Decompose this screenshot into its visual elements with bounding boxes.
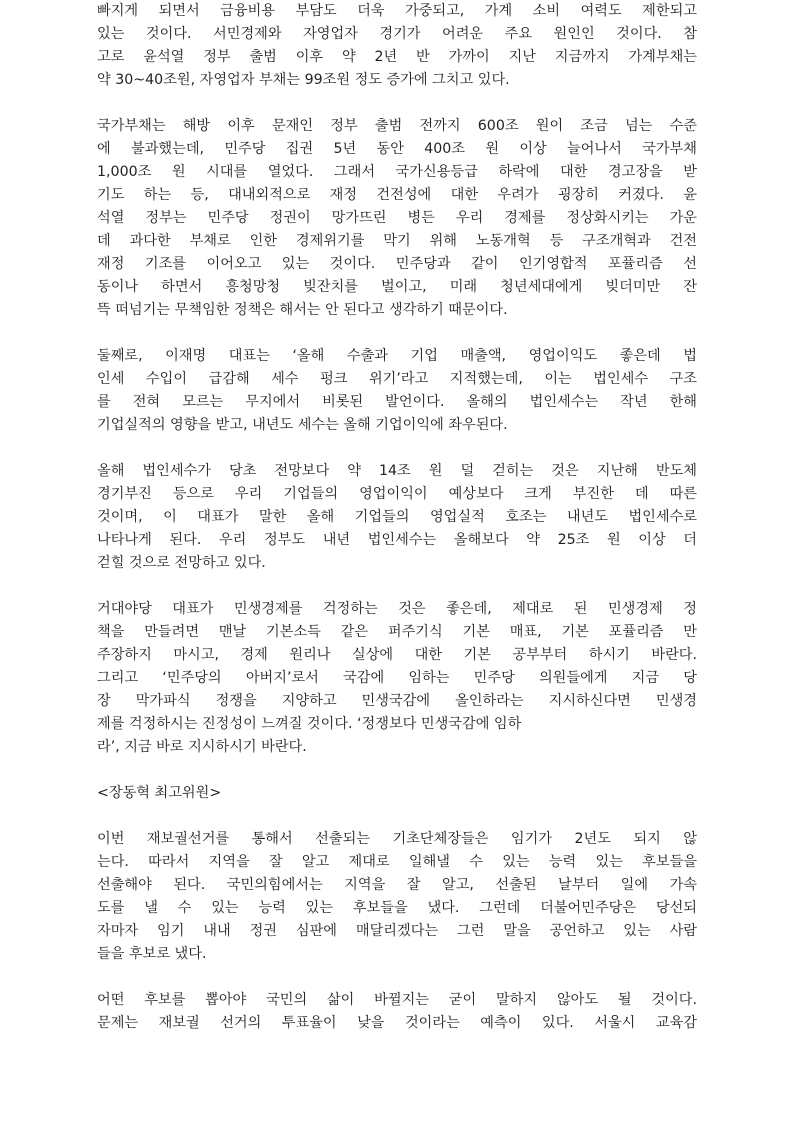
paragraph-household-debt — [97, 0, 697, 92]
paragraph-national-debt — [97, 115, 697, 322]
paragraph-spacer — [97, 92, 697, 115]
text-line: 어떤 후보를 뽑아야 국민의 삶이 바뀔지는 굳이 말하지 않아도 될 것이다. — [97, 992, 697, 1008]
paragraph-spacer — [97, 575, 697, 598]
text-line: 에 불과했는데, 민주당 집권 5년 동안 400조 원 이상 늘어나서 국가부채 — [97, 141, 697, 157]
text-line: 뜩 떠넘기는 무책임한 정책은 해서는 안 된다고 생각하기 때문이다. — [97, 302, 508, 318]
text-line: 책을 만들려면 맨날 기본소득 같은 퍼주기식 기본 매표, 기본 포퓰리즘 만 — [97, 624, 697, 640]
text-line: 기도 하는 등, 대내외적으로 재정 건전성에 대한 우려가 굉장히 커졌다. 윤 — [97, 187, 697, 203]
text-line: 올해 법인세수가 당초 전망보다 약 14조 원 덜 걷히는 것은 지난해 반도체 — [97, 463, 697, 479]
text-line: 약 30~40조원, 자영업자 부채는 99조원 정도 증가에 그치고 있다. — [97, 72, 510, 88]
paragraph-opposition-leader — [97, 598, 697, 759]
text-line: 동이나 하면서 흥청망청 빚잔치를 벌이고, 미래 청년세대에게 빚더미만 잔 — [97, 279, 697, 295]
text-line: 선출해야 된다. 국민의힘에서는 지역을 잘 알고, 선출된 날부터 일에 가속 — [97, 877, 697, 893]
paragraph-tax-outlook — [97, 460, 697, 575]
text-line: 라’, 지금 바로 지시하시기 바란다. — [97, 739, 307, 755]
text-line: 고로 윤석열 정부 출범 이후 약 2년 반 가까이 지난 지금까지 가계부채는 — [97, 49, 697, 65]
text-line: 석열 정부는 민주당 정권이 망가뜨린 병든 우리 경제를 정상화시키는 가운 — [97, 210, 697, 226]
text-line: 걷힐 것으로 전망하고 있다. — [97, 555, 266, 571]
paragraph-spacer — [97, 322, 697, 345]
text-line: 빠지게 되면서 금융비용 부담도 더욱 가중되고, 가계 소비 여력도 제한되고 — [97, 3, 697, 19]
text-line: 나타나게 된다. 우리 정부도 내년 법인세수는 올해보다 약 25조 원 이상 더 — [97, 532, 697, 548]
paragraph-spacer — [97, 437, 697, 460]
text-line: 것이며, 이 대표가 말한 올해 기업들의 영업실적 호조는 내년도 법인세수로 — [97, 509, 697, 525]
text-line: 를 전혀 모르는 무지에서 비롯된 발언이다. 올해의 법인세수는 작년 한해 — [97, 394, 697, 410]
paragraph-spacer — [97, 759, 697, 782]
text-line: 있는 것이다. 서민경제와 자영업자 경기가 어려운 주요 원인인 것이다. 참 — [97, 26, 697, 42]
text-line: 데 과다한 부채로 인한 경제위기를 막기 위해 노동개혁 등 구조개혁과 건전 — [97, 233, 697, 249]
text-line: 둘째로, 이재명 대표는 ‘올해 수출과 기업 매출액, 영업이익도 좋은데 법 — [97, 348, 697, 364]
text-line: 주장하지 마시고, 경제 원리나 실상에 대한 기본 공부부터 하시기 바란다. — [97, 647, 697, 663]
text-line: 그리고 ‘민주당의 아버지’로서 국감에 임하는 민주당 의원들에게 지금 당 — [97, 670, 697, 686]
text-line: 이번 재보궐선거를 통해서 선출되는 기초단체장들은 임기가 2년도 되지 않 — [97, 831, 697, 847]
paragraph-spacer — [97, 805, 697, 828]
paragraph-spacer — [97, 966, 697, 989]
paragraph-corporate-tax — [97, 345, 697, 437]
text-line: 1,000조 원 시대를 열었다. 그래서 국가신용등급 하락에 대한 경고장을 받 — [97, 164, 697, 180]
text-line: 기업실적의 영향을 받고, 내년도 세수는 올해 기업이익에 좌우된다. — [97, 417, 508, 433]
document-body — [97, 0, 697, 1035]
text-line: 인세 수입이 급감해 세수 펑크 위기’라고 지적했는데, 이는 법인세수 구조 — [97, 371, 697, 387]
text-line: 제를 걱정하시는 진정성이 느껴질 것이다. ‘정쟁보다 민생국감에 임하 — [97, 716, 522, 732]
text-line: 경기부진 등으로 우리 기업들의 영업이익이 예상보다 크게 부진한 데 따른 — [97, 486, 697, 502]
speaker-name: <장동혁 최고위원> — [97, 785, 222, 801]
paragraph-turnout — [97, 989, 697, 1035]
text-line: 장 막가파식 정쟁을 지양하고 민생국감에 올인하라는 지시하신다면 민생경 — [97, 693, 697, 709]
paragraph-by-election — [97, 828, 697, 966]
text-line: 거대야당 대표가 민생경제를 걱정하는 것은 좋은데, 제대로 된 민생경제 정 — [97, 601, 697, 617]
speaker-heading — [97, 782, 697, 805]
text-line: 들을 후보로 냈다. — [97, 946, 207, 962]
text-line: 도를 낼 수 있는 능력 있는 후보들을 냈다. 그런데 더불어민주당은 당선되 — [97, 900, 697, 916]
text-line: 국가부채는 해방 이후 문재인 정부 출범 전까지 600조 원이 조금 넘는 수준 — [97, 118, 697, 134]
text-line: 자마자 임기 내내 정권 심판에 매달리겠다는 그런 말을 공언하고 있는 사람 — [97, 923, 697, 939]
text-line: 는다. 따라서 지역을 잘 알고 제대로 일해낼 수 있는 능력 있는 후보들을 — [97, 854, 697, 870]
text-line: 문제는 재보궐 선거의 투표율이 낮을 것이라는 예측이 있다. 서울시 교육감 — [97, 1015, 697, 1031]
text-line: 재정 기조를 이어오고 있는 것이다. 민주당과 같이 인기영합적 포퓰리즘 선 — [97, 256, 697, 272]
